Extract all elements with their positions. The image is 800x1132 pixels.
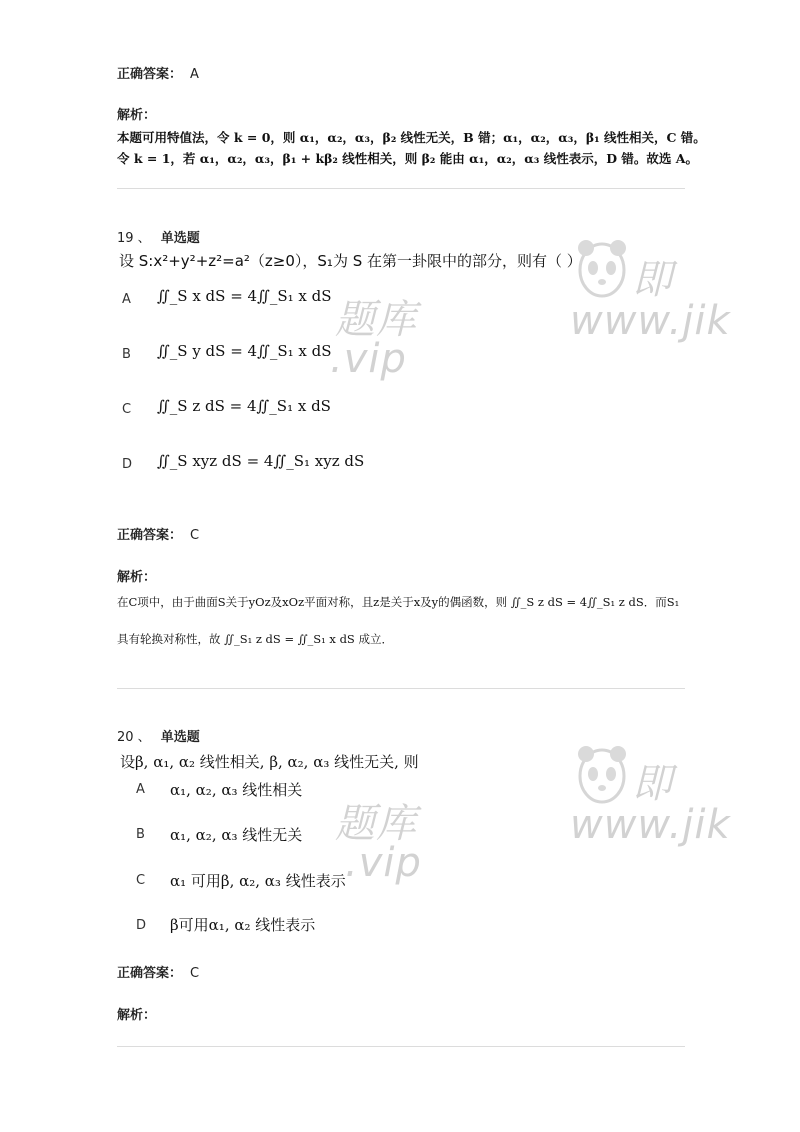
answer-label: 正确答案： [117,966,183,981]
q20-analysis-label: 解析： [117,1008,157,1023]
answer-label: 正确答案： [117,528,183,543]
prev-analysis-line-2: 令 k = 1，若 α₁，α₂，α₃，β₁ + kβ₂ 线性相关，则 β₂ 能由 α₁，α₂，α₃ 线性表示，D 错。故选 A。 [117,151,698,166]
watermark-url: www.jik [570,802,731,848]
divider [117,1046,685,1047]
q19-answer-value: C [190,528,200,543]
q19-option-d-expr[interactable]: ∬_S xyz dS = 4∬_S₁ xyz dS [157,452,365,470]
q20-type: 单选题 [160,730,200,745]
q20-option-a-text[interactable]: α₁, α₂, α₃ 线性相关 [170,781,303,799]
prev-answer-value: A [190,67,199,82]
divider [117,688,685,689]
q20-stem: 设β, α₁, α₂ 线性相关, β, α₂, α₃ 线性无关, 则 [120,753,419,771]
q20-header [117,726,200,745]
answer-label: 正确答案： [117,67,183,82]
q19-option-c-expr[interactable]: ∬_S z dS = 4∬_S₁ x dS [157,397,331,415]
watermark-vip: .vip [330,336,407,382]
q19-type: 单选题 [160,231,200,246]
q20-option-b-letter[interactable]: B [136,827,145,842]
q19-analysis-line-1: 在C项中，由于曲面S关于yOz及xOz平面对称，且z是关于x及y的偶函数，则 ∬_S z dS = 4∬_S₁ z dS．而S₁ [117,595,680,609]
panda-watermark-icon [572,232,632,302]
watermark-vip: .vip [345,840,422,886]
q19-number: 19 、 [117,231,151,246]
q19-analysis-line-2: 具有轮换对称性，故 ∬_S₁ z dS = ∬_S₁ x dS 成立． [117,632,393,646]
q20-option-d-letter[interactable]: D [136,918,147,933]
q20-option-c-letter[interactable]: C [136,873,146,888]
q20-option-a-letter[interactable]: A [136,782,145,797]
panda-watermark-icon [572,738,632,808]
q19-header [117,227,200,246]
watermark-tiku: 题库 [335,801,417,847]
prev-analysis-line-1: 本题可用特值法，令 k = 0，则 α₁，α₂，α₃，β₂ 线性无关，B 错；α₁，α₂，α₃，β₁ 线性相关，C 错。 [117,130,706,145]
q19-option-d-letter[interactable]: D [122,457,133,472]
q20-option-c-text[interactable]: α₁ 可用β, α₂, α₃ 线性表示 [170,872,346,890]
q19-option-b-letter[interactable]: B [122,347,131,362]
q19-analysis-label: 解析： [117,570,157,585]
divider [117,188,685,189]
watermark-tiku: 题库 [335,297,417,343]
watermark-cn: 即 [632,761,673,807]
q19-stem: 设 S:x²+y²+z²=a²（z≥0），S₁为 S 在第一卦限中的部分，则有（ ） [119,252,582,270]
prev-answer-row [117,63,199,82]
q20-option-d-text[interactable]: β可用α₁, α₂ 线性表示 [170,916,316,934]
q19-option-a-expr[interactable]: ∬_S x dS = 4∬_S₁ x dS [157,287,332,305]
watermark-cn: 即 [632,257,673,303]
q19-answer-row [117,524,199,543]
q19-option-b-expr[interactable]: ∬_S y dS = 4∬_S₁ x dS [157,342,332,360]
q20-number: 20 、 [117,730,151,745]
q20-answer-value: C [190,966,200,981]
prev-analysis-label: 解析： [117,108,157,123]
q20-answer-row [117,962,199,981]
watermark-url: www.jik [570,298,731,344]
q20-option-b-text[interactable]: α₁, α₂, α₃ 线性无关 [170,826,303,844]
q19-option-c-letter[interactable]: C [122,402,132,417]
q19-option-a-letter[interactable]: A [122,292,131,307]
